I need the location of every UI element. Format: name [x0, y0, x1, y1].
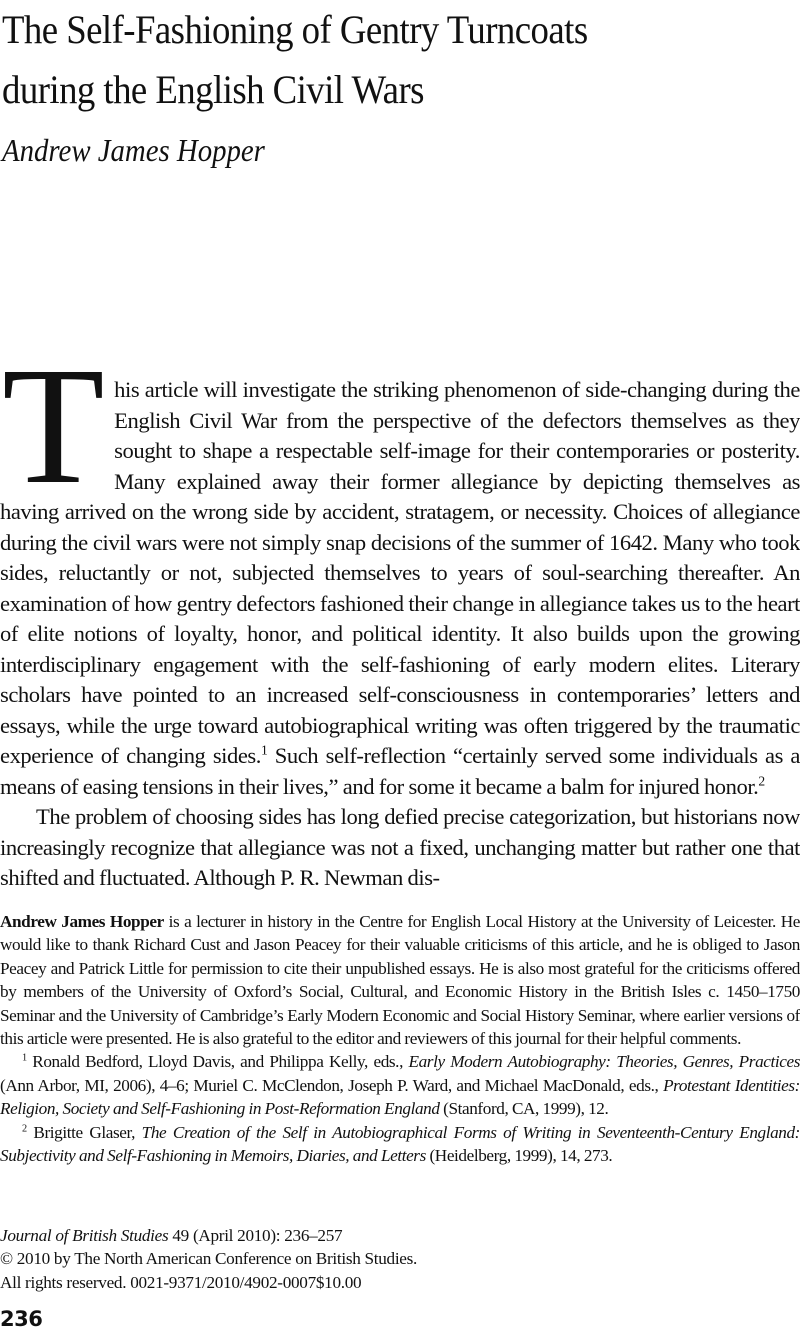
- journal-volume: 49 (April 2010): 236–257: [168, 1226, 343, 1245]
- paragraph-1-text: his article will investigate the striking phenomenon of side-changing during the English Civil War from the perspective of the defectors themselves as they sought to shape a respectable self-image for their contemporaries or posterity. Many explained away their former allegiance by depicting themselves as having arrived on the wrong side by accident, stratagem, or necessity. Choices of allegiance during the civil wars were not simply snap decisions of the summer of 1642. Many who took sides, reluctantly or not, subjected themselves to years of soul-searching thereafter. An examination of how gentry defectors fashioned their change in allegiance takes us to the heart of elite notions of loyalty, honor, and political identity. It also builds upon the growing interdisciplinary engagement with the self-fashioning of early modern elites. Literary scholars have pointed to an increased self-consciousness in contemporaries’ letters and essays, while the urge toward autobiographical writing was often triggered by the traumatic experience of changing sides.: [0, 377, 800, 768]
- rights-line: All rights reserved. 0021-9371/2010/4902-0007$10.00: [0, 1272, 362, 1292]
- journal-imprint: [0, 1224, 800, 1294]
- title-line-1: The Self-Fashioning of Gentry Turncoats: [2, 7, 588, 52]
- drop-cap: T: [2, 333, 105, 519]
- footnote-1-title-1: Early Modern Autobiography: Theories, Genres, Practices: [408, 1052, 800, 1072]
- footnote-1-text-b: (Ann Arbor, MI, 2006), 4–6; Muriel C. McClendon, Joseph P. Ward, and Michael MacDonald, eds.,: [0, 1075, 664, 1095]
- article-title: [2, 0, 738, 120]
- footnote-2-marker: 2: [22, 1122, 27, 1134]
- paragraph-1-text-b: Such self-reflection “certainly served some individuals as a means of easing tensions in their lives,” and for some it became a balm for injured honor.: [0, 743, 800, 799]
- footnote-ref-2[interactable]: 2: [758, 772, 765, 788]
- journal-name: Journal of British Studies: [0, 1226, 169, 1245]
- footnote-1-marker: 1: [22, 1052, 27, 1064]
- page-number: 236: [0, 1307, 43, 1331]
- journal-citation: [0, 1224, 800, 1247]
- footnote-1: [0, 1050, 800, 1120]
- footnotes: [0, 910, 800, 1167]
- paragraph-2: The problem of choosing sides has long defied precise categorization, but historians now increasingly recognize that allegiance was not a fixed, unchanging matter but rather one that shifted and fluctuated. Although P. R. Newman dis-: [0, 804, 800, 890]
- title-line-2: during the English Civil Wars: [2, 67, 424, 112]
- paragraph-1: [0, 333, 800, 802]
- author-bio-note: [0, 910, 800, 1050]
- article-body: [0, 333, 800, 894]
- bio-name: Andrew James Hopper: [0, 912, 164, 931]
- footnote-2-text-b: (Heidelberg, 1999), 14, 273.: [425, 1146, 613, 1166]
- footnote-1-text-a: Ronald Bedford, Lloyd Davis, and Philippa Kelly, eds.,: [26, 1052, 409, 1072]
- footnote-1-text-c: (Stanford, CA, 1999), 12.: [439, 1099, 609, 1119]
- footnote-2-text-a: Brigitte Glaser,: [26, 1122, 142, 1142]
- author-byline: Andrew James Hopper: [2, 132, 265, 168]
- footnote-1-title-2: Protestant Identities: Religion, Society and Self-Fashioning in Post-Reformation England: [0, 1075, 800, 1119]
- bio-text: is a lecturer in history in the Centre for English Local History at the University of Leicester. He would like to thank Richard Cust and Jason Peacey for their valuable criticisms of this article, and he is obliged to Jason Peacey and Patrick Little for permission to cite their unpublished essays. He is also most grateful for the criticisms offered by members of the University of Oxford’s Social, Cultural, and Economic History in the British Isles c. 1450–1750 Seminar and the University of Cambridge’s Early Modern Economic and Social History Seminar, where earlier versions of this article were presented. He is also grateful to the editor and reviewers of this journal for their helpful comments.: [0, 912, 800, 1049]
- footnote-2-title: The Creation of the Self in Autobiographical Forms of Writing in Seventeenth-Century England: Subjectivity and Self-Fashioning in Memoirs, Diaries, and Letters: [0, 1122, 800, 1166]
- footnote-ref-1[interactable]: 1: [260, 742, 268, 758]
- footnote-2: [0, 1121, 800, 1168]
- copyright-line: © 2010 by The North American Conference on British Studies.: [0, 1249, 418, 1269]
